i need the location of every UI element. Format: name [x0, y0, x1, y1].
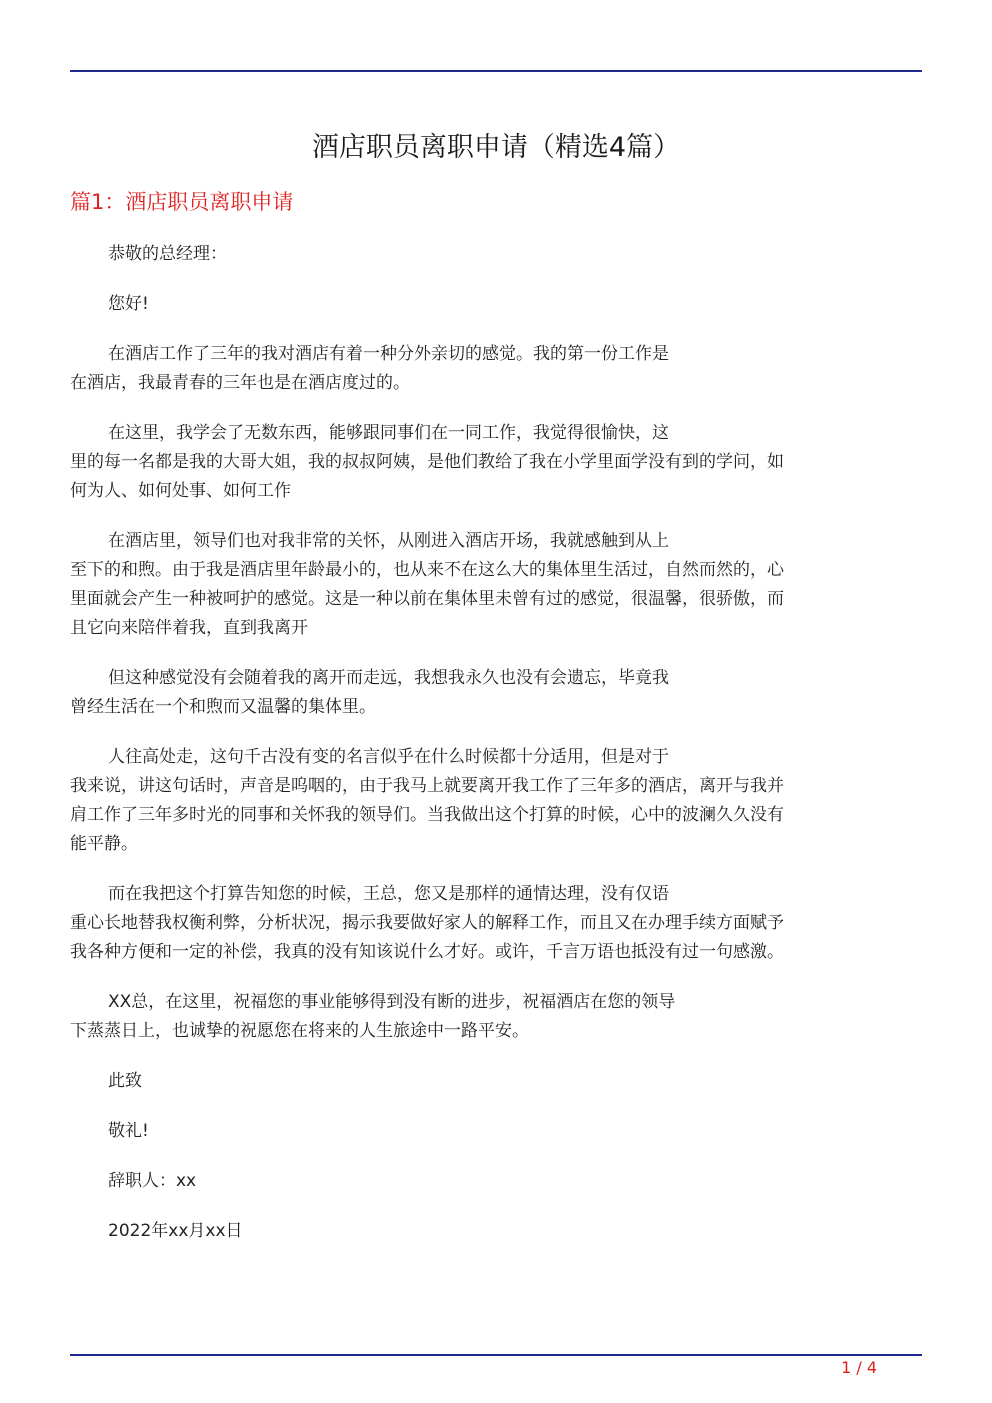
paragraph-line: 此致	[108, 1071, 142, 1091]
paragraph	[70, 1167, 922, 1196]
paragraph	[70, 340, 922, 398]
paragraph-line: 曾经生活在一个和煦而又温馨的集体里。	[70, 697, 376, 717]
paragraph-line: 您好!	[108, 294, 149, 314]
paragraph	[70, 743, 922, 859]
paragraph-line: 而在我把这个打算告知您的时候，王总，您又是那样的通情达理，没有仅语	[108, 884, 669, 904]
paragraph-line: 在酒店，我最青春的三年也是在酒店度过的。	[70, 373, 410, 393]
paragraph	[70, 664, 922, 722]
paragraph-line: 人往高处走，这句千古没有变的名言似乎在什么时候都十分适用，但是对于	[108, 747, 669, 767]
paragraph	[70, 1217, 922, 1246]
paragraph	[70, 527, 922, 643]
header-rule	[70, 70, 922, 72]
paragraph	[70, 880, 922, 967]
paragraph-line: 2022年xx月xx日	[108, 1221, 243, 1241]
paragraph-line: XX总，在这里，祝福您的事业能够得到没有断的进步，祝福酒店在您的领导	[108, 992, 676, 1012]
paragraph	[70, 290, 922, 319]
paragraph-line: 里面就会产生一种被呵护的感觉。这是一种以前在集体里未曾有过的感觉，很温馨，很骄傲，而	[70, 589, 784, 609]
paragraph-line: 下蒸蒸日上，也诚挚的祝愿您在将来的人生旅途中一路平安。	[70, 1021, 529, 1041]
section-heading: 篇1：酒店职员离职申请	[70, 190, 294, 214]
paragraph-line: 里的每一名都是我的大哥大姐，我的叔叔阿姨，是他们教给了我在小学里面学没有到的学问，如	[70, 452, 784, 472]
paragraph-line: 我各种方便和一定的补偿，我真的没有知该说什么才好。或许，千言万语也抵没有过一句感激。	[70, 942, 784, 962]
paragraph-line: 敬礼!	[108, 1121, 149, 1141]
paragraph-line: 恭敬的总经理：	[108, 244, 227, 264]
page-number: 1 / 4	[841, 1358, 877, 1377]
paragraph-line: 肩工作了三年多时光的同事和关怀我的领导们。当我做出这个打算的时候，心中的波澜久久没有	[70, 805, 784, 825]
paragraph-line: 至下的和煦。由于我是酒店里年龄最小的，也从来不在这么大的集体里生活过，自然而然的，心	[70, 560, 784, 580]
paragraph-line: 但这种感觉没有会随着我的离开而走远，我想我永久也没有会遗忘，毕竟我	[108, 668, 669, 688]
paragraph-line: 在酒店里，领导们也对我非常的关怀，从刚进入酒店开场，我就感触到从上	[108, 531, 669, 551]
paragraph-line: 何为人、如何处事、如何工作	[70, 481, 291, 501]
paragraph-line: 能平静。	[70, 834, 138, 854]
paragraph-line: 在这里，我学会了无数东西，能够跟同事们在一同工作，我觉得很愉快，这	[108, 423, 669, 443]
letter-body	[70, 240, 922, 1267]
document-title: 酒店职员离职申请（精选4篇）	[311, 132, 681, 163]
paragraph-line: 且它向来陪伴着我，直到我离开	[70, 618, 308, 638]
footer-rule	[70, 1354, 922, 1356]
paragraph-line: 我来说，讲这句话时，声音是呜咽的，由于我马上就要离开我工作了三年多的酒店，离开与我并	[70, 776, 784, 796]
paragraph-line: 重心长地替我权衡利弊，分析状况，揭示我要做好家人的解释工作，而且又在办理手续方面赋予	[70, 913, 784, 933]
paragraph	[70, 1117, 922, 1146]
paragraph	[70, 419, 922, 506]
paragraph-line: 在酒店工作了三年的我对酒店有着一种分外亲切的感觉。我的第一份工作是	[108, 344, 669, 364]
paragraph	[70, 988, 922, 1046]
paragraph	[70, 240, 922, 269]
paragraph-line: 辞职人：xx	[108, 1171, 197, 1191]
paragraph	[70, 1067, 922, 1096]
